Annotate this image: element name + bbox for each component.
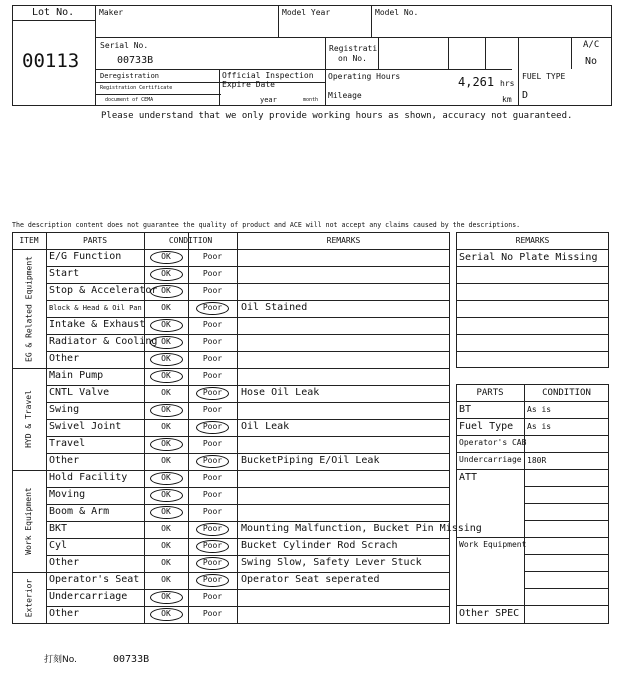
ok-option: OK — [161, 252, 171, 261]
row-divider — [456, 605, 609, 606]
part-name: Other — [49, 557, 80, 568]
ok-option: OK — [161, 405, 171, 414]
remark-text: BucketPiping E/Oil Leak — [241, 455, 380, 466]
fuel-type-value: D — [522, 90, 529, 101]
row-divider — [46, 283, 450, 284]
table-row — [12, 266, 450, 283]
poor-option: Poor — [202, 371, 223, 380]
row-divider — [456, 283, 609, 284]
table-row — [12, 572, 450, 589]
stamp-no-value: 00733B — [113, 654, 150, 665]
table-row — [12, 606, 450, 623]
col-remarks-header: REMARKS — [326, 236, 361, 245]
ok-circle-mark — [150, 251, 183, 264]
disclaimer: The description content does not guarantee the quality of product and ACE will not accept any claims caused by the descriptions. — [12, 221, 521, 229]
ok-circle-mark — [150, 489, 183, 502]
att-label: ATT — [459, 472, 478, 483]
ok-circle-mark — [150, 438, 183, 451]
part-name: Main Pump — [49, 370, 104, 381]
table-row — [12, 453, 450, 470]
row-divider — [524, 571, 609, 572]
row-divider — [524, 486, 609, 487]
col-condition-header: CONDITION — [168, 236, 213, 245]
poor-option: Poor — [202, 422, 223, 431]
part-name: Intake & Exhaust — [49, 319, 146, 330]
row-divider — [456, 401, 609, 402]
model-no-label: Model No. — [375, 8, 419, 17]
group-label: EG & Related Equipment — [24, 255, 33, 362]
poor-option: Poor — [202, 524, 223, 533]
row-divider — [456, 266, 609, 267]
row-divider — [46, 572, 450, 573]
table-row — [12, 538, 450, 555]
poor-option: Poor — [202, 558, 223, 567]
ok-circle-mark — [150, 608, 183, 621]
right-part-condition: As is — [527, 422, 552, 431]
hours-notice: Please understand that we only provide working hours as shown, accuracy not guaranteed. — [101, 111, 573, 121]
row-divider — [46, 266, 450, 267]
right-remarks-title: REMARKS — [515, 236, 550, 245]
row-divider — [456, 249, 609, 250]
table-row — [12, 521, 482, 538]
poor-option: Poor — [202, 575, 223, 584]
row-divider — [524, 537, 609, 538]
ok-option: OK — [161, 388, 171, 397]
right-part-name: Fuel Type — [459, 421, 514, 432]
table-row — [12, 334, 450, 351]
table-row — [12, 351, 450, 368]
ok-circle-mark — [150, 506, 183, 519]
lot-no-value: 00113 — [22, 50, 80, 72]
row-divider — [46, 589, 450, 590]
row-divider — [46, 385, 450, 386]
col-parts-header: PARTS — [82, 236, 108, 245]
registration-label-2: on No. — [338, 54, 367, 63]
part-name: Other — [49, 608, 80, 619]
row-divider — [46, 436, 450, 437]
km-unit: km — [502, 95, 512, 104]
row-divider — [46, 402, 450, 403]
row-divider — [46, 317, 450, 318]
hrs-unit: hrs — [500, 79, 515, 88]
col-item-header: ITEM — [19, 236, 39, 245]
poor-option: Poor — [202, 592, 223, 601]
right-condition-header: CONDITION — [542, 388, 591, 398]
right-part-name: Undercarriage — [459, 455, 522, 464]
right-part-condition: 180R — [527, 456, 547, 465]
ok-option: OK — [161, 541, 171, 550]
right-remarks-table — [456, 232, 609, 368]
item-groups — [12, 232, 46, 624]
row-divider — [46, 470, 450, 471]
part-name: Moving — [49, 489, 86, 500]
part-name: Start — [49, 268, 80, 279]
remark-text: Mounting Malfunction, Bucket Pin Missing — [241, 523, 482, 534]
table-row — [12, 504, 450, 521]
ok-circle-mark — [150, 591, 183, 604]
part-name: E/G Function — [49, 251, 122, 262]
part-name: Stop & Accelerator — [49, 285, 158, 296]
table-row — [12, 317, 450, 334]
ok-circle-mark — [150, 285, 183, 298]
remark-text: Hose Oil Leak — [241, 387, 320, 398]
ok-circle-mark — [150, 268, 183, 281]
row-divider — [456, 351, 609, 352]
year-label: year — [260, 96, 277, 104]
ok-option: OK — [161, 490, 171, 499]
row-divider — [46, 487, 450, 488]
ac-label: A/C — [583, 40, 600, 50]
part-name: Hold Facility — [49, 472, 128, 483]
row-divider — [456, 300, 609, 301]
part-name: Undercarriage — [49, 591, 128, 602]
right-parts-header: PARTS — [476, 388, 504, 398]
registration-certificate-label: Registration Certificate — [100, 85, 173, 91]
row-divider — [46, 606, 450, 607]
ok-option: OK — [161, 456, 171, 465]
row-divider — [46, 538, 450, 539]
row-divider — [46, 334, 450, 335]
part-name: Travel — [49, 438, 86, 449]
part-name: Boom & Arm — [49, 506, 110, 517]
inspection-label-1: Official Inspection — [222, 71, 314, 80]
serial-no-label: Serial No. — [100, 41, 149, 50]
poor-circle-mark — [196, 455, 229, 468]
operating-hours-value: 4,261 — [458, 75, 495, 89]
row-divider — [524, 520, 609, 521]
poor-option: Poor — [202, 473, 223, 482]
ok-option: OK — [161, 473, 171, 482]
ok-option: OK — [161, 524, 171, 533]
inspection-label-2: Expire Date — [222, 80, 275, 89]
ok-option: OK — [161, 371, 171, 380]
right-part-condition: As is — [527, 405, 552, 414]
serial-no-value: 00733B — [117, 55, 154, 66]
table-row — [12, 283, 450, 300]
row-divider — [46, 504, 450, 505]
right-remark-text: Serial No Plate Missing — [459, 252, 598, 263]
table-row — [12, 555, 450, 572]
remark-text: Oil Leak — [241, 421, 290, 432]
poor-circle-mark — [196, 523, 229, 536]
poor-option: Poor — [202, 439, 223, 448]
row-divider — [46, 453, 450, 454]
row-divider — [456, 317, 609, 318]
ok-option: OK — [161, 286, 171, 295]
model-year-label: Model Year — [282, 8, 331, 17]
table-row — [12, 368, 450, 385]
table-row — [12, 436, 450, 453]
row-divider — [524, 588, 609, 589]
poor-option: Poor — [202, 609, 223, 618]
table-row — [12, 487, 450, 504]
group-label: Exterior — [24, 578, 33, 617]
other-spec-label: Other SPEC — [459, 608, 520, 619]
poor-option: Poor — [202, 354, 223, 363]
mileage-label: Mileage — [328, 91, 362, 100]
table-row — [12, 385, 450, 402]
row-divider — [46, 368, 450, 369]
row-divider — [524, 554, 609, 555]
lot-no-label: Lot No. — [32, 7, 75, 18]
ok-option: OK — [161, 303, 171, 312]
part-name: Swing — [49, 404, 80, 415]
poor-circle-mark — [196, 421, 229, 434]
row-divider — [456, 418, 609, 419]
ok-circle-mark — [150, 370, 183, 383]
poor-option: Poor — [202, 541, 223, 550]
table-row — [12, 470, 450, 487]
right-parts-table — [456, 384, 609, 624]
work-equipment-label: Work Equipment — [459, 540, 527, 549]
poor-option: Poor — [202, 320, 223, 329]
document-label: document of CEMA — [105, 97, 154, 103]
poor-circle-mark — [196, 302, 229, 315]
ok-option: OK — [161, 507, 171, 516]
part-name: Cyl — [49, 540, 68, 551]
remark-text: Operator Seat seperated — [241, 574, 380, 585]
ok-option: OK — [161, 575, 171, 584]
part-name: Swivel Joint — [49, 421, 122, 432]
part-name: Radiator & Cooling — [49, 336, 158, 347]
month-label: month — [303, 97, 319, 103]
ok-option: OK — [161, 592, 171, 601]
part-name: Other — [49, 353, 80, 364]
poor-option: Poor — [202, 269, 223, 278]
table-row — [12, 249, 450, 266]
table-row — [12, 589, 450, 606]
row-divider — [46, 249, 450, 250]
poor-option: Poor — [202, 405, 223, 414]
part-name: Block & Head & Oil Pan — [49, 304, 142, 312]
ok-option: OK — [161, 422, 171, 431]
row-divider — [456, 537, 524, 538]
part-name: BKT — [49, 523, 68, 534]
row-divider — [456, 334, 609, 335]
ok-option: OK — [161, 354, 171, 363]
deregistration-label: Deregistration — [100, 72, 160, 80]
row-divider — [524, 503, 609, 504]
maker-label: Maker — [99, 8, 124, 17]
poor-option: Poor — [202, 252, 223, 261]
registration-label-1: Registrati — [329, 44, 378, 53]
poor-option: Poor — [202, 490, 223, 499]
ok-option: OK — [161, 269, 171, 278]
poor-option: Poor — [202, 337, 223, 346]
ac-value: No — [585, 56, 598, 67]
ok-circle-mark — [150, 404, 183, 417]
row-divider — [46, 300, 450, 301]
ok-option: OK — [161, 337, 171, 346]
poor-circle-mark — [196, 557, 229, 570]
poor-option: Poor — [202, 456, 223, 465]
part-name: CNTL Valve — [49, 387, 110, 398]
poor-circle-mark — [196, 387, 229, 400]
stamp-no-label: 打刻No. — [44, 655, 77, 665]
part-name: Other — [49, 455, 80, 466]
poor-option: Poor — [202, 507, 223, 516]
right-part-name: BT — [459, 404, 472, 415]
table-row — [12, 300, 450, 317]
row-divider — [46, 419, 450, 420]
table-row — [12, 419, 450, 436]
poor-option: Poor — [202, 303, 223, 312]
group-label: HYD & Travel — [24, 390, 33, 448]
ok-circle-mark — [150, 353, 183, 366]
ok-circle-mark — [150, 472, 183, 485]
operating-hours-label: Operating Hours — [328, 72, 401, 81]
poor-option: Poor — [202, 388, 223, 397]
ok-option: OK — [161, 439, 171, 448]
row-divider — [456, 452, 609, 453]
row-divider — [456, 435, 609, 436]
ok-option: OK — [161, 609, 171, 618]
row-divider — [46, 555, 450, 556]
ok-option: OK — [161, 320, 171, 329]
poor-circle-mark — [196, 540, 229, 553]
remark-text: Bucket Cylinder Rod Scrach — [241, 540, 398, 551]
part-name: Operator's Seat — [49, 574, 140, 585]
row-divider — [46, 521, 450, 522]
group-label: Work Equipment — [24, 487, 33, 555]
ok-circle-mark — [150, 319, 183, 332]
poor-circle-mark — [196, 574, 229, 587]
row-divider — [456, 469, 609, 470]
ok-circle-mark — [150, 336, 183, 349]
remark-text: Oil Stained — [241, 302, 308, 313]
fuel-type-label: FUEL TYPE — [522, 72, 566, 81]
remark-text: Swing Slow, Safety Lever Stuck — [241, 557, 422, 568]
right-part-name: Operator's CAB — [459, 438, 527, 447]
poor-option: Poor — [202, 286, 223, 295]
row-divider — [46, 351, 450, 352]
ok-option: OK — [161, 558, 171, 567]
table-row — [12, 402, 450, 419]
